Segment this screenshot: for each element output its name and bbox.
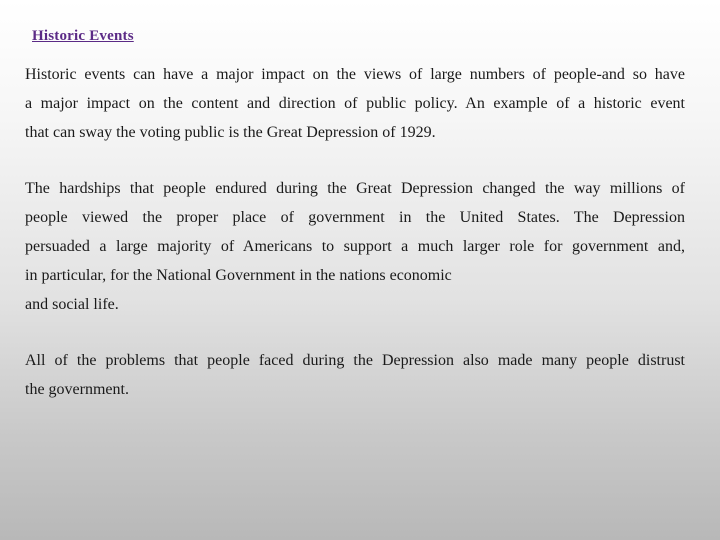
paragraph-line: persuaded a large majority of Americans to support a much larger role for government and, bbox=[25, 238, 685, 255]
paragraph-historic-events-impact bbox=[25, 60, 685, 147]
paragraph-line: in particular, for the National Government in the nations economic bbox=[25, 267, 452, 284]
paragraph-depression-hardships bbox=[25, 174, 685, 319]
slide-title: Historic Events bbox=[32, 28, 134, 44]
paragraph-line: Historic events can have a major impact on the views of large numbers of people-and so have bbox=[25, 66, 685, 83]
paragraph-line: All of the problems that people faced during the Depression also made many people distrust bbox=[25, 352, 685, 369]
paragraph-government-distrust bbox=[25, 346, 685, 404]
paragraph-line: The hardships that people endured during the Great Depression changed the way millions of bbox=[25, 180, 685, 197]
paragraph-line: that can sway the voting public is the Great Depression of 1929. bbox=[25, 124, 436, 141]
paragraph-line: the government. bbox=[25, 381, 129, 398]
paragraph-line: a major impact on the content and direction of public policy. An example of a historic event bbox=[25, 95, 685, 112]
paragraph-line: people viewed the proper place of government in the United States. The Depression bbox=[25, 209, 685, 226]
paragraph-line: and social life. bbox=[25, 296, 119, 313]
